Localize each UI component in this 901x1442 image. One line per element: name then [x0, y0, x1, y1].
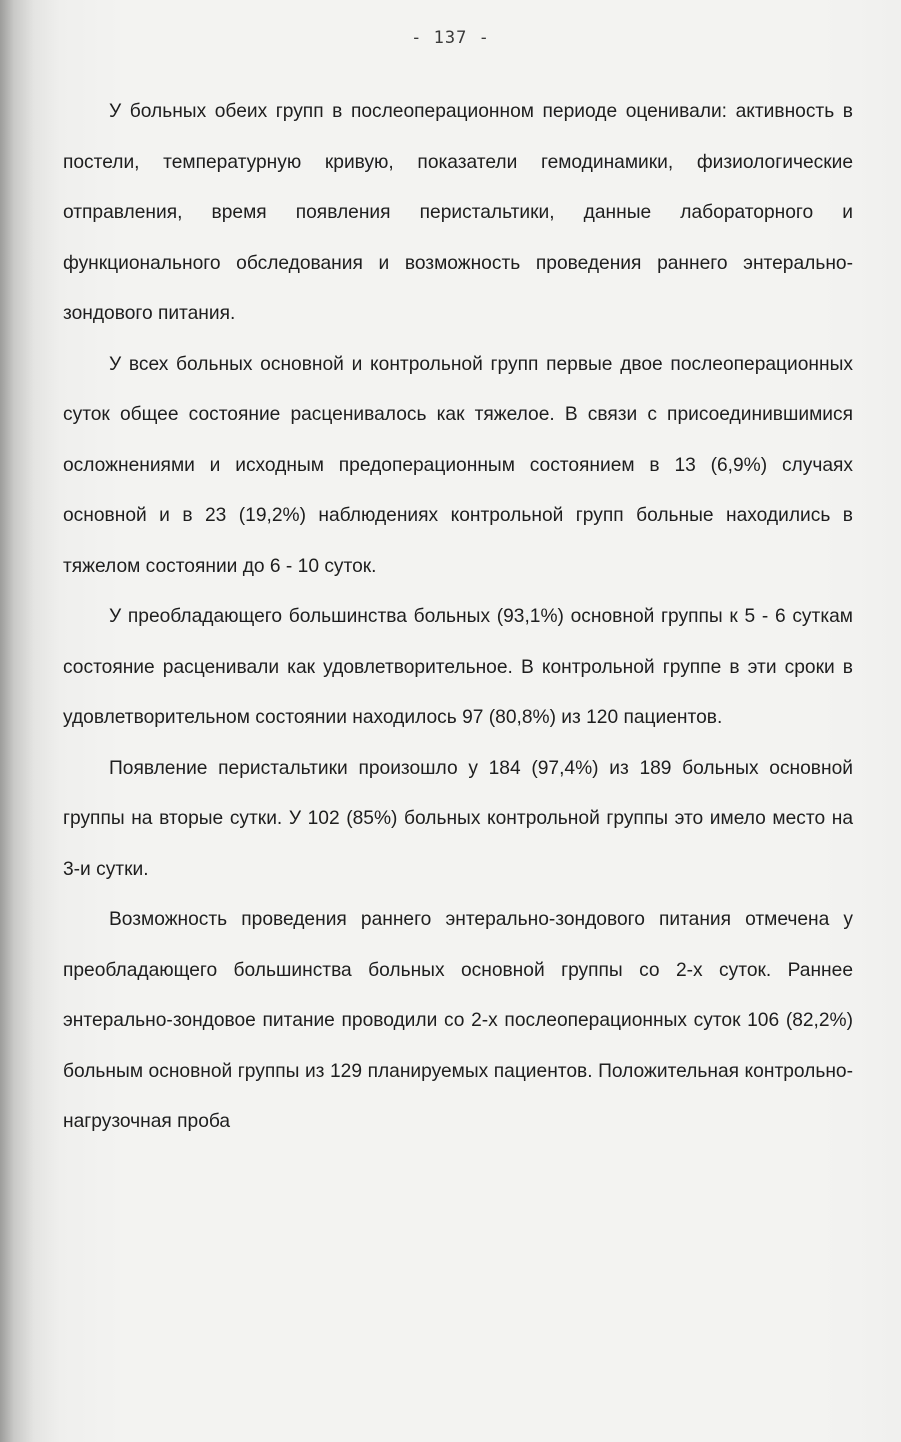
- paragraph-3: У преобладающего большинства больных (93,1%) основной группы к 5 - 6 суткам состояние расценивали как удовлетворительное. В контрольной группе в эти сроки в удовлетворительном состоянии находилось 97 (80,8%) из 120 пациентов.: [63, 606, 853, 728]
- page-number: - 137 -: [411, 28, 490, 48]
- paragraph-4: Появление перистальтики произошло у 184 (97,4%) из 189 больных основной группы на вторые сутки. У 102 (85%) больных контрольной группы это имело место на 3-и сутки.: [63, 757, 853, 880]
- paragraph-5: Возможность проведения раннего энтерально-зондового питания отмечена у преобладающего большинства больных основной группы со 2-х суток. Раннее энтерально-зондовое питание проводили со 2-х послеоперационных суток 106 (82,2%) больным основной группы из 129 планируемых пациентов. Положительная контрольно-нагрузочная проба: [63, 909, 853, 1132]
- body-text: [63, 87, 853, 1148]
- paragraph-1: У больных обеих групп в послеоперационном периоде оценивали: активность в постели, температурную кривую, показатели гемодинамики, физиологические отправления, время появления перистальтики, данные лабораторного и функционального обследования и возможность проведения раннего энтерально-зондового питания.: [63, 101, 853, 324]
- paragraph-2: У всех больных основной и контрольной групп первые двое послеоперационных суток общее состояние расценивалось как тяжелое. В связи с присоединившимися осложнениями и исходным предоперационным состоянием в 13 (6,9%) случаях основной и в 23 (19,2%) наблюдениях контрольной групп больные находились в тяжелом состоянии до 6 - 10 суток.: [63, 353, 853, 577]
